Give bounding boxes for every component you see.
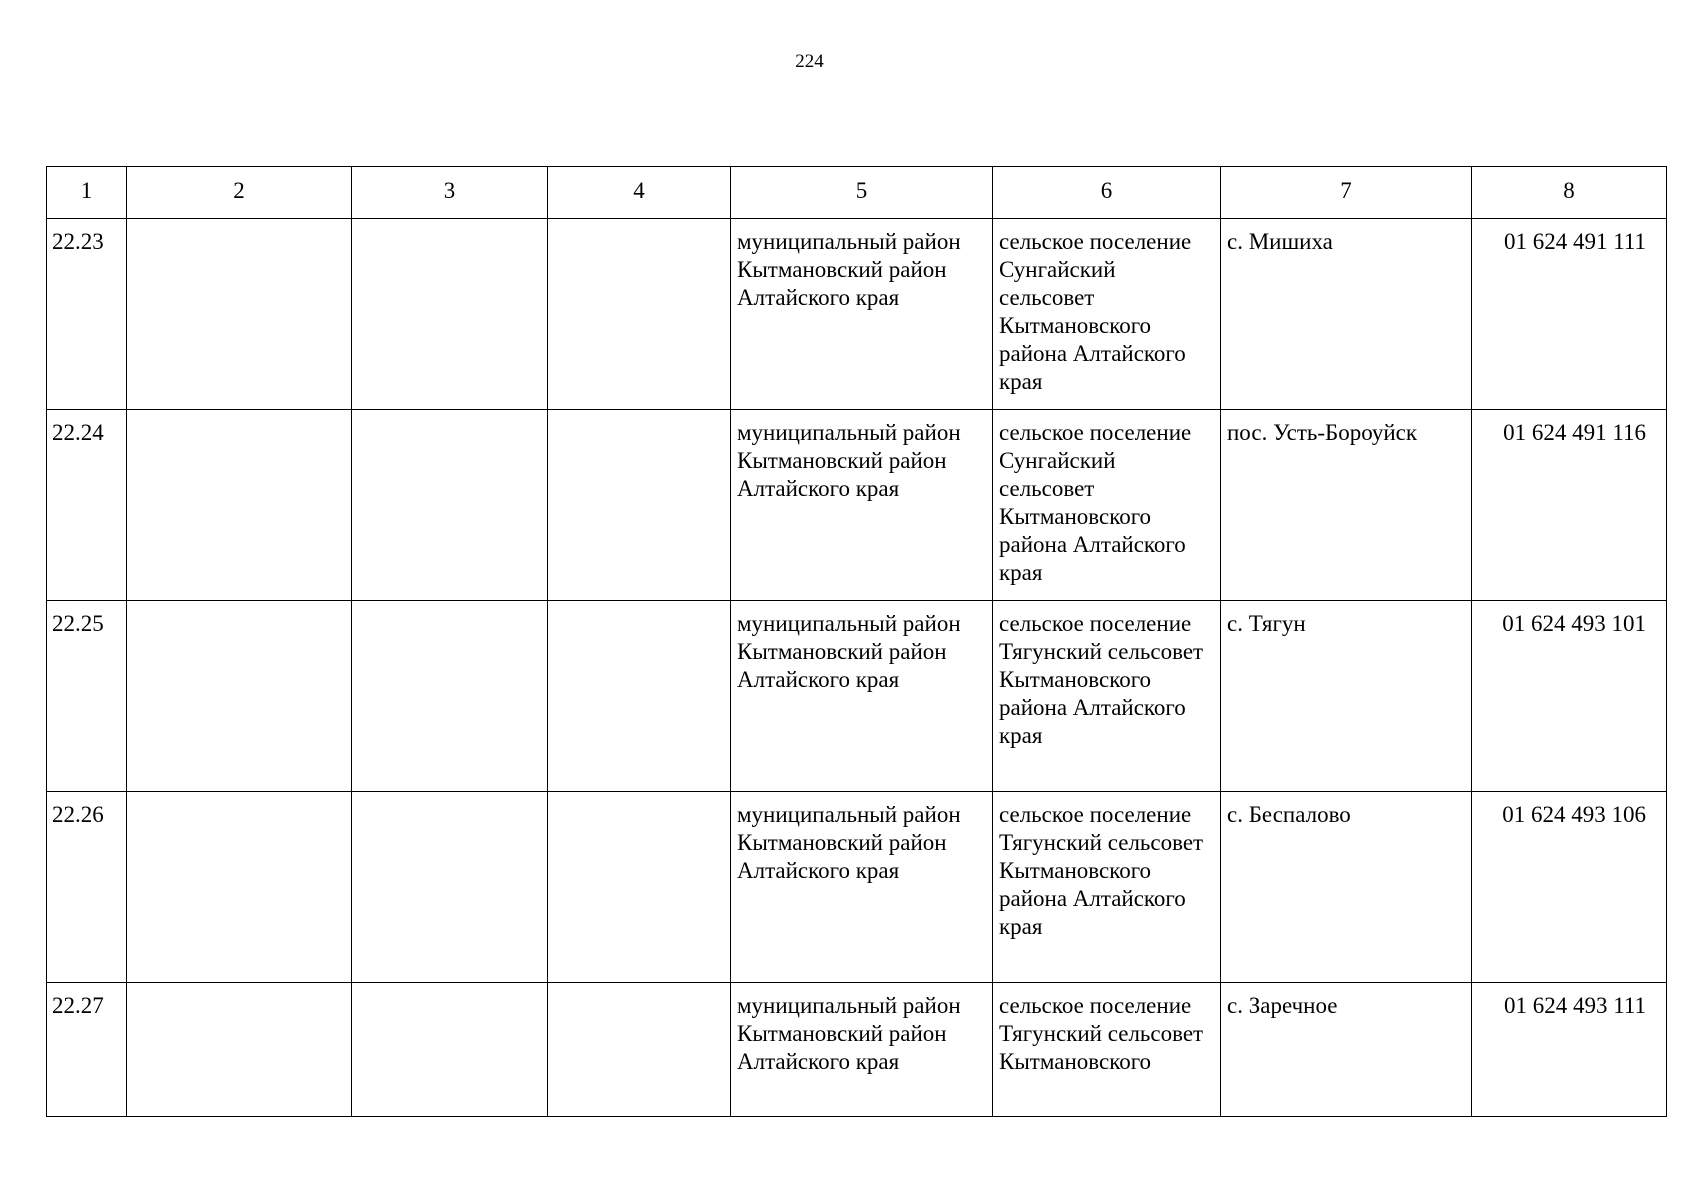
table-row [47, 983, 1667, 1117]
row-number: 22.24 [47, 410, 127, 601]
row-number: 22.27 [47, 983, 127, 1117]
table-row [47, 601, 1667, 792]
table-header-row [47, 167, 1667, 219]
municipal-district: муниципальный район Кытмановский район Алтайского края [731, 601, 993, 792]
locality-name: пос. Усть-Бороуйск [1221, 410, 1472, 601]
row-number: 22.23 [47, 219, 127, 410]
page-number: 224 [795, 51, 824, 72]
rural-settlement: сельское поселение Тягунский сельсовет Кытмановского района Алтайского края [993, 792, 1221, 983]
column-header-6: 6 [993, 167, 1221, 219]
locality-name: с. Беспалово [1221, 792, 1472, 983]
row-number: 22.26 [47, 792, 127, 983]
column-header-1: 1 [47, 167, 127, 219]
column-header-7: 7 [1221, 167, 1472, 219]
oktmo-code: 01 624 493 101 [1472, 601, 1667, 792]
oktmo-code: 01 624 493 111 [1472, 983, 1667, 1117]
cell-col4 [548, 410, 731, 601]
cell-col4 [548, 601, 731, 792]
cell-col3 [352, 601, 548, 792]
cell-col2 [127, 792, 352, 983]
document-table [46, 166, 1667, 1117]
oktmo-code: 01 624 491 111 [1472, 219, 1667, 410]
rural-settlement: сельское поселение Сунгайский сельсовет Кытмановского района Алтайского края [993, 219, 1221, 410]
rural-settlement: сельское поселение Тягунский сельсовет Кытмановского района Алтайского края [993, 601, 1221, 792]
rural-settlement: сельское поселение Тягунский сельсовет Кытмановского [993, 983, 1221, 1117]
cell-col3 [352, 410, 548, 601]
column-header-2: 2 [127, 167, 352, 219]
row-number: 22.25 [47, 601, 127, 792]
municipal-district: муниципальный район Кытмановский район Алтайского края [731, 219, 993, 410]
municipal-district: муниципальный район Кытмановский район Алтайского края [731, 792, 993, 983]
cell-col2 [127, 410, 352, 601]
municipal-district: муниципальный район Кытмановский район Алтайского края [731, 410, 993, 601]
cell-col2 [127, 601, 352, 792]
table-row [47, 410, 1667, 601]
locality-name: с. Мишиха [1221, 219, 1472, 410]
column-header-8: 8 [1472, 167, 1667, 219]
cell-col4 [548, 219, 731, 410]
cell-col3 [352, 792, 548, 983]
cell-col4 [548, 983, 731, 1117]
cell-col4 [548, 792, 731, 983]
cell-col2 [127, 219, 352, 410]
cell-col2 [127, 983, 352, 1117]
locality-name: с. Заречное [1221, 983, 1472, 1117]
table-row [47, 219, 1667, 410]
table-row [47, 792, 1667, 983]
oktmo-code: 01 624 491 116 [1472, 410, 1667, 601]
municipal-district: муниципальный район Кытмановский район Алтайского края [731, 983, 993, 1117]
column-header-3: 3 [352, 167, 548, 219]
column-header-5: 5 [731, 167, 993, 219]
column-header-4: 4 [548, 167, 731, 219]
oktmo-code: 01 624 493 106 [1472, 792, 1667, 983]
cell-col3 [352, 983, 548, 1117]
cell-col3 [352, 219, 548, 410]
rural-settlement: сельское поселение Сунгайский сельсовет Кытмановского района Алтайского края [993, 410, 1221, 601]
locality-name: с. Тягун [1221, 601, 1472, 792]
